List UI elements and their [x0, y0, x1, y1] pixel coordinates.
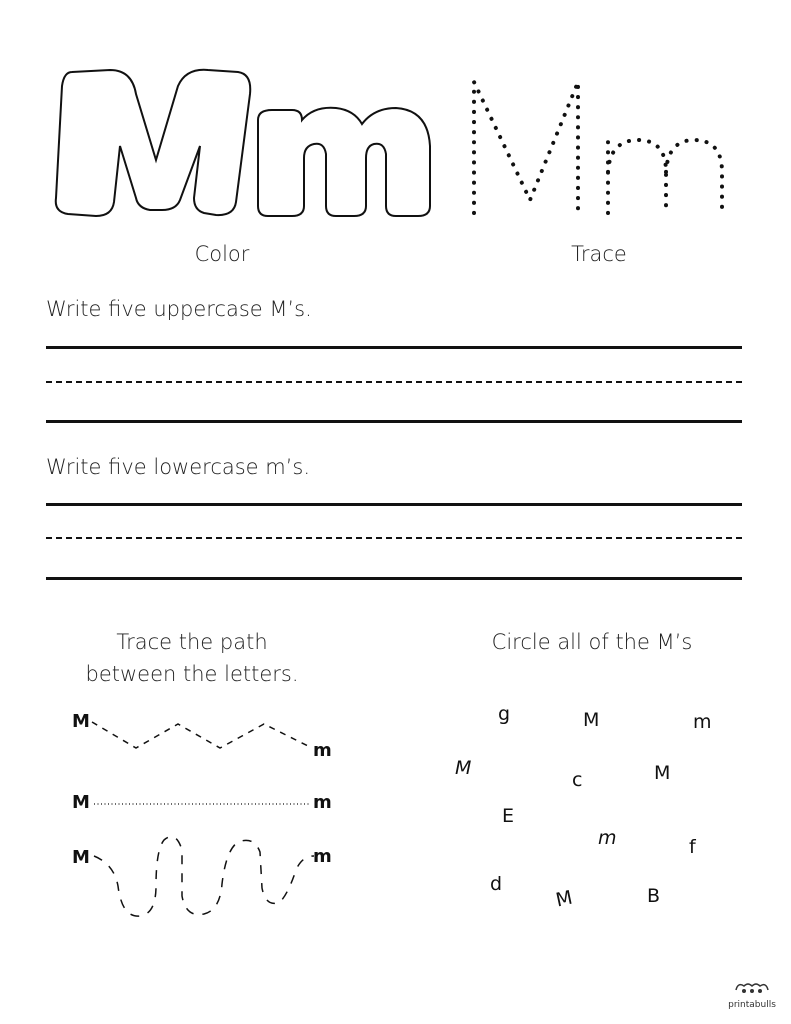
- upper-mid-line: [46, 381, 742, 383]
- lower-top-line: [46, 503, 742, 506]
- color-letters: [40, 50, 430, 230]
- path-row1-start: M: [72, 711, 90, 732]
- path-row3-end: m: [313, 846, 332, 867]
- zigzag-path: [92, 718, 322, 768]
- lowercase-prompt: Write five lowercase m’s.: [46, 455, 311, 479]
- path-row2-end: m: [313, 792, 332, 813]
- straight-path: [94, 802, 314, 808]
- lower-bottom-line: [46, 577, 742, 580]
- circle-letter: M: [455, 757, 472, 779]
- lower-mid-line: [46, 537, 742, 539]
- circle-letter: M: [553, 886, 575, 912]
- circle-letter: m: [598, 827, 617, 849]
- circle-letter: c: [572, 769, 583, 791]
- circle-title: Circle all of the M’s: [491, 630, 693, 654]
- bubble-lower-m: [246, 50, 446, 230]
- circle-letter: M: [654, 762, 671, 784]
- circle-letter: B: [647, 885, 661, 907]
- path-row2-start: M: [72, 792, 90, 813]
- wavy-path: [92, 826, 322, 916]
- circle-letter: d: [490, 873, 503, 895]
- path-title-line1: Trace the path: [116, 630, 268, 654]
- color-label: Color: [194, 242, 250, 266]
- upper-bottom-line: [46, 420, 742, 423]
- circle-letter: m: [693, 711, 712, 733]
- circle-letter: g: [498, 703, 511, 725]
- bull-icon: [732, 980, 772, 996]
- printabulls-logo: [728, 980, 776, 1016]
- circle-letter: M: [583, 709, 600, 731]
- path-row1-end: m: [313, 740, 332, 761]
- path-row3-start: M: [72, 847, 90, 868]
- uppercase-prompt: Write five uppercase M’s.: [46, 297, 312, 321]
- circle-letter: E: [502, 805, 515, 827]
- bubble-upper-m: [40, 50, 280, 230]
- path-title-line2: between the letters.: [85, 662, 299, 686]
- trace-letters: [460, 70, 760, 230]
- upper-top-line: [46, 346, 742, 349]
- trace-label: Trace: [571, 242, 627, 266]
- logo-text: printabulls: [728, 1000, 776, 1010]
- circle-letter: f: [689, 836, 696, 858]
